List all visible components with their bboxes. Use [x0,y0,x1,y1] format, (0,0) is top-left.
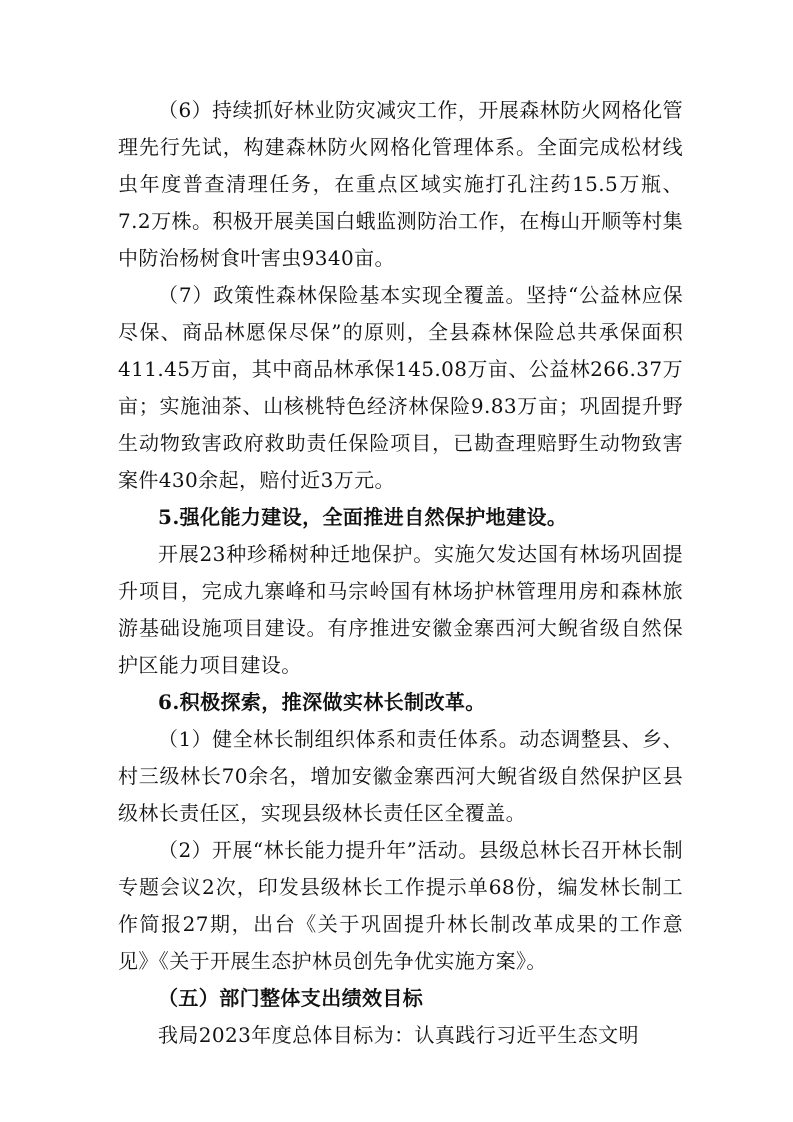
paragraph-annual-goal: 我局2023年度总体目标为：认真践行习近平生态文明 [158,1023,639,1047]
paragraph-forest-chief-system: （1）健全林长制组织体系和责任体系。动态调整县、乡、村三级林长70余名，增加安徽金寨西河大鲵省级自然保护区县级林长责任区，实现县级林长责任区全覆盖。 [118,727,683,825]
document-body [118,92,683,1054]
heading-forest-chief-reform: 6.积极探索，推深做实林长制改革。 [158,690,486,714]
paragraph-forest-disaster-prevention: （6）持续抓好林业防灾减灾工作，开展森林防火网格化管理先行先试，构建森林防火网格化管理体系。全面完成松材线虫年度普查清理任务，在重点区域实施打孔注药15.5万瓶、7.2万株。积极开展美国白蛾监测防治工作，在梅山开顺等村集中防治杨树食叶害虫9340亩。 [118,98,683,270]
heading-performance-goals: （五）部门整体支出绩效目标 [158,986,424,1010]
paragraph-forest-insurance: （7）政策性森林保险基本实现全覆盖。坚持“公益林应保尽保、商品林愿保尽保”的原则，全县森林保险总共承保面积411.45万亩，其中商品林承保145.08万亩、公益林266.37万亩；实施油茶、山核桃特色经济林保险9.83万亩；巩固提升野生动物致害政府救助责任保险项目，已勘查理赔野生动物致害案件430余起，赔付近3万元。 [118,283,683,492]
heading-capacity-building: 5.强化能力建设，全面推进自然保护地建设。 [158,505,568,529]
paragraph-nature-reserve: 开展23种珍稀树种迁地保护。实施欠发达国有林场巩固提升项目，完成九寨峰和马宗岭国有林场护林管理用房和森林旅游基础设施项目建设。有序推进安徽金寨西河大鲵省级自然保护区能力项目建设。 [118,542,683,677]
paragraph-forest-chief-capacity: （2）开展“林长能力提升年”活动。县级总林长召开林长制专题会议2次，印发县级林长工作提示单68份，编发林长制工作简报27期，出台《关于巩固提升林长制改革成果的工作意见》《关于开展生态护林员创先争优实施方案》。 [118,838,683,973]
